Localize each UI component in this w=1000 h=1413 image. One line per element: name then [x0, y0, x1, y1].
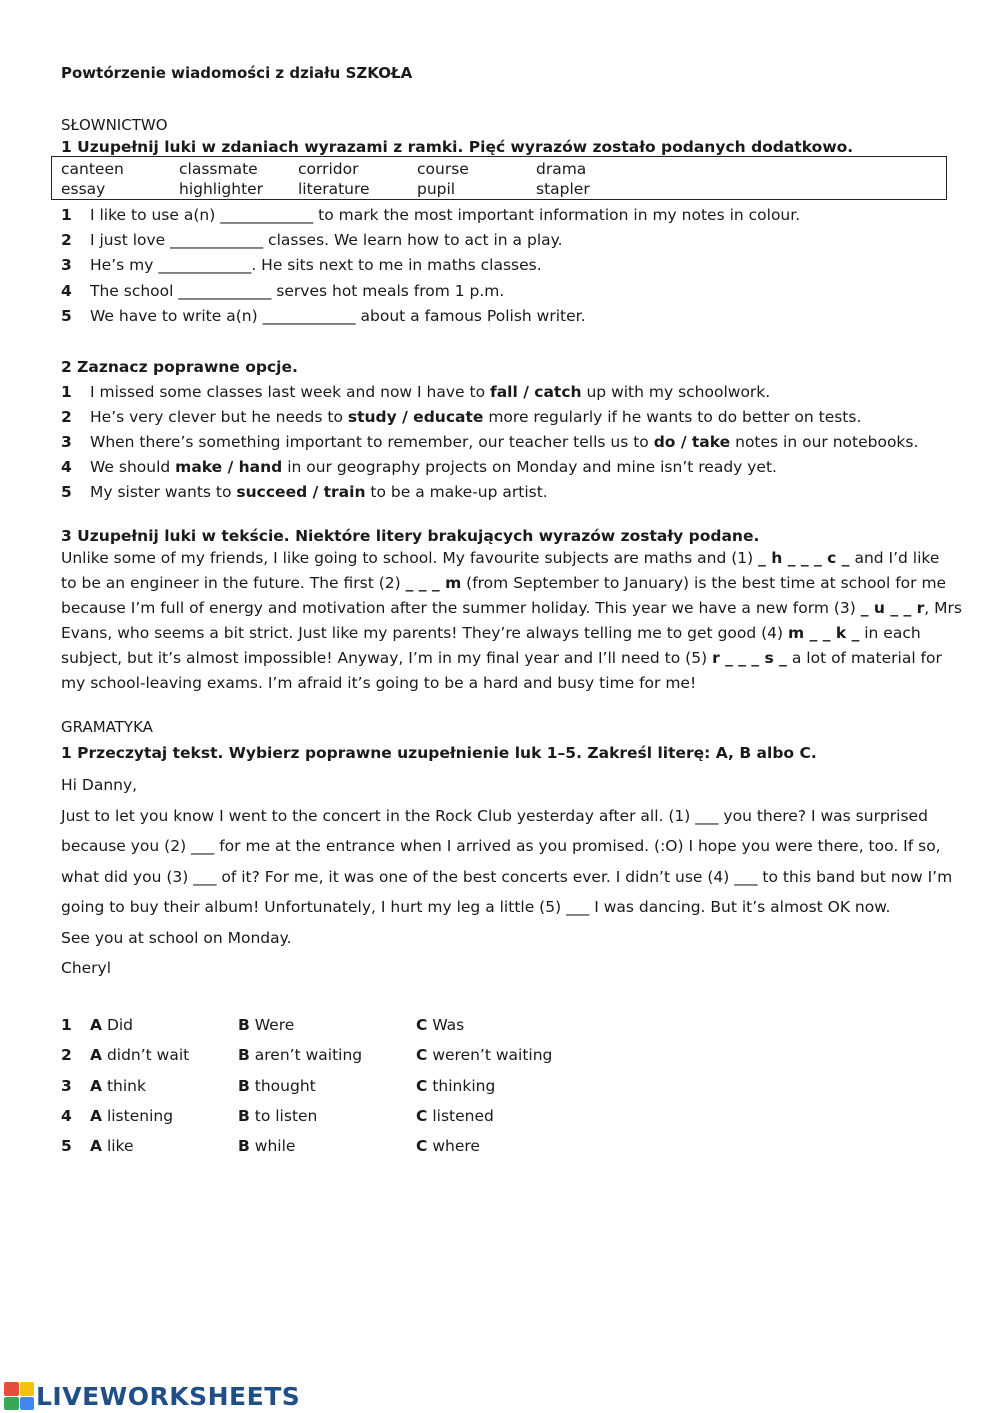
exercise-3-instruction: 3 Uzupełnij luki w tekście. Niektóre litery brakujących wyrazów zostały podane. — [61, 527, 760, 545]
sentence-text: We have to write a(n) ____________ about a famous Polish writer. — [90, 307, 586, 325]
letter-line: Cheryl — [61, 959, 112, 977]
exercise-2-sentence — [61, 408, 861, 426]
item-number: 5 — [61, 307, 72, 325]
word-box-item: drama — [536, 160, 587, 178]
text-fragment: a lot of material for — [786, 649, 942, 667]
option-a[interactable]: A think — [90, 1077, 146, 1095]
word-box-item: stapler — [536, 180, 590, 198]
sentence-text: We should — [90, 458, 176, 476]
grammar-section-heading: GRAMATYKA — [61, 718, 153, 736]
option-c[interactable]: C thinking — [416, 1077, 496, 1095]
sentence-text: in our geography projects on Monday and mine isn’t ready yet. — [282, 458, 777, 476]
option-b[interactable]: B while — [238, 1137, 296, 1155]
word-box-item: course — [417, 160, 469, 178]
gap-3[interactable]: _ u _ _ r — [860, 599, 925, 617]
word-box-item: essay — [61, 180, 106, 198]
text-fragment: because I’m full of energy and motivation after the summer holiday. This year we have a new form (3) — [61, 599, 861, 617]
word-box-item: highlighter — [179, 180, 264, 198]
option-choice[interactable]: study / educate — [347, 408, 484, 426]
sentence-text: He’s very clever but he needs to — [90, 408, 348, 426]
item-number: 5 — [61, 483, 72, 501]
word-box — [51, 156, 947, 200]
liveworksheets-logo[interactable] — [4, 1381, 300, 1411]
option-b[interactable]: B thought — [238, 1077, 316, 1095]
exercise-2-sentence — [61, 383, 770, 401]
exercise-1-instruction: 1 Uzupełnij luki w zdaniach wyrazami z ramki. Pięć wyrazów zostało podanych dodatkowo. — [61, 138, 854, 156]
exercise-1-sentence — [61, 282, 504, 300]
sentence-text: I just love ____________ classes. We learn how to act in a play. — [90, 231, 563, 249]
option-c[interactable]: C weren’t waiting — [416, 1046, 553, 1064]
logo-tile — [20, 1397, 35, 1411]
item-number: 3 — [61, 1077, 72, 1095]
word-box-item: canteen — [61, 160, 124, 178]
item-number: 4 — [61, 1107, 72, 1125]
option-choice[interactable]: do / take — [653, 433, 731, 451]
exercise-3-text — [61, 546, 962, 696]
logo-tile — [20, 1382, 35, 1396]
option-a[interactable]: A Did — [90, 1016, 134, 1034]
option-choice[interactable]: succeed / train — [236, 483, 366, 501]
sentence-text: notes in our notebooks. — [730, 433, 919, 451]
exercise-2-instruction: 2 Zaznacz poprawne opcje. — [61, 358, 298, 376]
option-b[interactable]: B to listen — [238, 1107, 318, 1125]
item-number: 1 — [61, 206, 72, 224]
gap-4[interactable]: m _ _ k _ — [788, 624, 860, 642]
option-choice[interactable]: make / hand — [175, 458, 283, 476]
exercise-2-sentence — [61, 433, 918, 451]
item-number: 1 — [61, 1016, 72, 1034]
item-number: 1 — [61, 383, 72, 401]
gap-2[interactable]: _ _ _ m — [405, 574, 462, 592]
item-number: 3 — [61, 433, 72, 451]
liveworksheets-logo-icon — [4, 1382, 34, 1410]
item-number: 2 — [61, 408, 72, 426]
item-number: 2 — [61, 231, 72, 249]
grammar-instruction: 1 Przeczytaj tekst. Wybierz poprawne uzupełnienie luk 1–5. Zakreśl literę: A, B albo C. — [61, 744, 817, 762]
letter-line: going to buy their album! Unfortunately, I hurt my leg a little (5) ___ I was dancing. But it’s almost OK now. — [61, 898, 891, 916]
sentence-text: to be a make-up artist. — [365, 483, 548, 501]
option-c[interactable]: C listened — [416, 1107, 494, 1125]
word-box-item: pupil — [417, 180, 456, 198]
letter-line: Just to let you know I went to the concert in the Rock Club yesterday after all. (1) ___ you there? I was surprised — [61, 806, 928, 825]
text-fragment: (from September to January) is the best time at school for me — [461, 574, 947, 592]
exercise-1-sentence — [61, 231, 563, 249]
item-number: 4 — [61, 282, 72, 300]
item-number: 5 — [61, 1137, 72, 1155]
sentence-text: up with my schoolwork. — [581, 383, 771, 401]
option-c[interactable]: C Was — [416, 1016, 465, 1034]
item-number: 3 — [61, 256, 72, 274]
exercise-1-sentence — [61, 256, 542, 274]
sentence-text: The school ____________ serves hot meals from 1 p.m. — [90, 282, 505, 300]
exercise-1-sentence — [61, 307, 586, 325]
letter-line: because you (2) ___ for me at the entrance when I arrived as you promised. (:O) I hope you were there, too. If so, — [61, 837, 941, 855]
exercise-1-sentence — [61, 206, 800, 224]
option-a[interactable]: A didn’t wait — [90, 1046, 190, 1064]
gap-1[interactable]: _ h _ _ _ c _ — [758, 549, 850, 567]
letter-line: See you at school on Monday. — [61, 928, 292, 947]
logo-tile — [4, 1382, 19, 1396]
letter-line: Hi Danny, — [61, 776, 138, 794]
letter-text — [61, 770, 953, 984]
option-c[interactable]: C where — [416, 1137, 480, 1155]
letter-line: what did you (3) ___ of it? For me, it was one of the best concerts ever. I didn’t use (4) ___ to this band but now I’m — [61, 867, 953, 886]
sentence-text: I missed some classes last week and now I have to — [90, 383, 490, 401]
exercise-2-sentence — [61, 483, 548, 501]
vocabulary-section-heading: SŁOWNICTWO — [61, 116, 168, 134]
sentence-text: I like to use a(n) ____________ to mark the most important information in my notes in colour. — [90, 206, 801, 224]
option-a[interactable]: A like — [90, 1137, 134, 1155]
text-fragment: subject, but it’s almost impossible! Anyway, I’m in my final year and I’ll need to (5) — [61, 649, 713, 667]
item-number: 4 — [61, 458, 72, 476]
word-box-item: corridor — [298, 160, 359, 178]
brand-name: LIVEWORKSHEETS — [36, 1381, 301, 1411]
text-fragment: Evans, who seems a bit strict. Just like my parents! They’re always telling me to get good (4) — [61, 624, 789, 642]
text-fragment: in each — [859, 624, 921, 642]
logo-tile — [4, 1397, 19, 1411]
sentence-text: My sister wants to — [90, 483, 237, 501]
word-box-item: literature — [298, 180, 370, 198]
sentence-text: He’s my ____________. He sits next to me in maths classes. — [90, 256, 542, 274]
sentence-text: When there’s something important to remember, our teacher tells us to — [90, 433, 654, 451]
item-number: 2 — [61, 1046, 72, 1064]
option-b[interactable]: B Were — [238, 1016, 295, 1034]
text-fragment: to be an engineer in the future. The first (2) — [61, 574, 406, 592]
text-fragment: Unlike some of my friends, I like going to school. My favourite subjects are maths and (1) — [61, 549, 759, 567]
text-fragment: , Mrs — [924, 599, 962, 617]
sentence-text: more regularly if he wants to do better on tests. — [483, 408, 862, 426]
option-choice[interactable]: fall / catch — [489, 383, 582, 401]
word-box-item: classmate — [179, 160, 258, 178]
exercise-2-sentence — [61, 458, 777, 476]
option-b[interactable]: B aren’t waiting — [238, 1046, 363, 1064]
text-fragment: and I’d like — [849, 549, 940, 567]
option-a[interactable]: A listening — [90, 1107, 174, 1125]
gap-5[interactable]: r _ _ _ s _ — [712, 649, 787, 667]
text-fragment: my school-leaving exams. I’m afraid it’s going to be a hard and busy time for me! — [61, 674, 697, 692]
page-title: Powtórzenie wiadomości z działu SZKOŁA — [61, 64, 413, 82]
